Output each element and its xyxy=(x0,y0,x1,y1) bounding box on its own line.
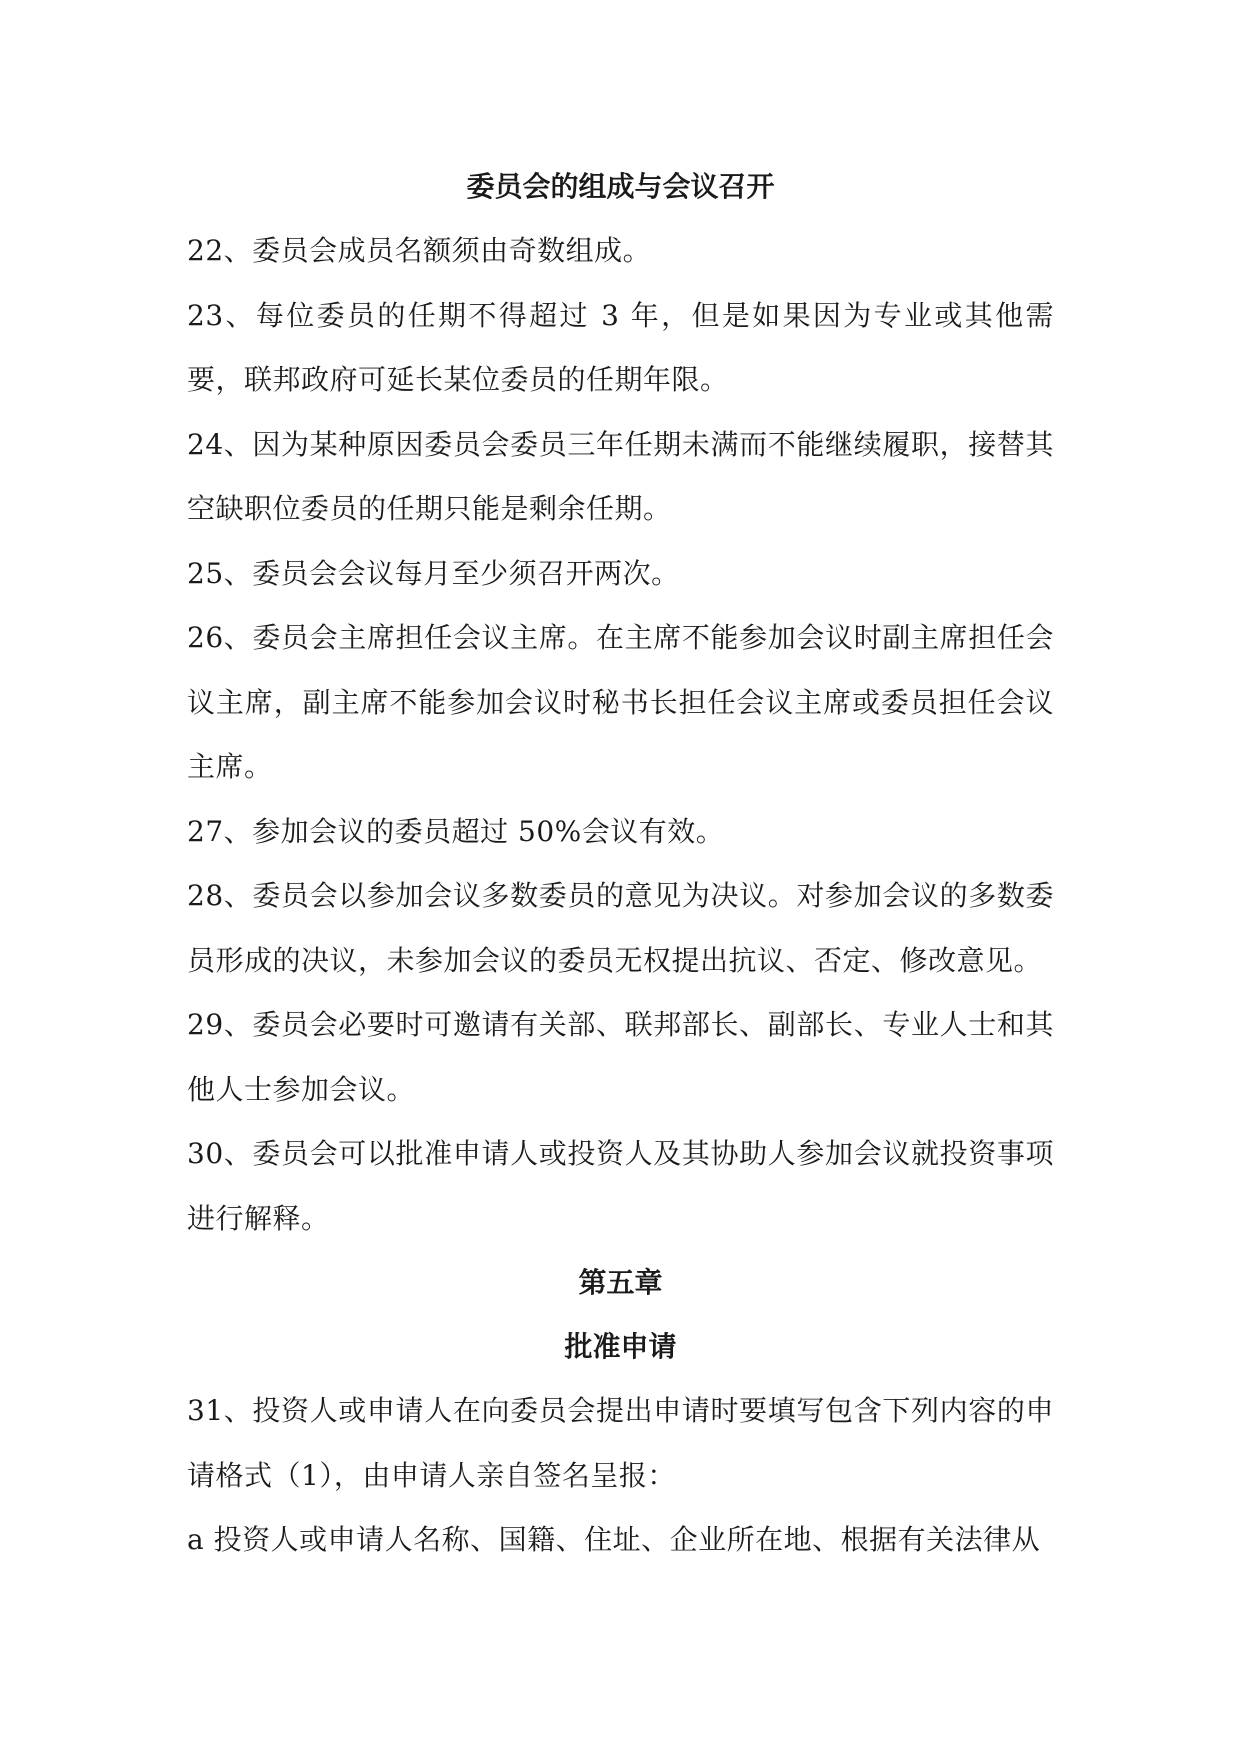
clause-26: 26、委员会主席担任会议主席。在主席不能参加会议时副主席担任会议主席，副主席不能参加会议时秘书长担任会议主席或委员担任会议主席。 xyxy=(187,621,1054,783)
clause-24: 24、因为某种原因委员会委员三年任期未满而不能继续履职，接替其空缺职位委员的任期只能是剩余任期。 xyxy=(187,427,1054,525)
section-title: 委员会的组成与会议召开 xyxy=(466,170,775,203)
document-page xyxy=(187,155,1054,1573)
clause-22: 22、委员会成员名额须由奇数组成。 xyxy=(187,234,652,267)
clause-30: 30、委员会可以批准申请人或投资人及其协助人参加会议就投资事项进行解释。 xyxy=(187,1137,1054,1235)
clause-31-item-a: a 投资人或申请人名称、国籍、住址、企业所在地、根据有关法律从 xyxy=(187,1523,1041,1556)
clause-27: 27、参加会议的委员超过 50%会议有效。 xyxy=(187,814,725,848)
clause-31: 31、投资人或申请人在向委员会提出申请时要填写包含下列内容的申请格式（1），由申请人亲自签名呈报： xyxy=(187,1394,1054,1492)
chapter-number: 第五章 xyxy=(578,1266,663,1299)
clause-25: 25、委员会会议每月至少须召开两次。 xyxy=(187,556,680,590)
chapter-title: 批准申请 xyxy=(564,1330,677,1363)
clause-23: 23、每位委员的任期不得超过 3 年，但是如果因为专业或其他需要，联邦政府可延长某位委员的任期年限。 xyxy=(187,298,1054,396)
clause-28: 28、委员会以参加会议多数委员的意见为决议。对参加会议的多数委员形成的决议，未参加会议的委员无权提出抗议、否定、修改意见。 xyxy=(187,879,1054,977)
clause-29: 29、委员会必要时可邀请有关部、联邦部长、副部长、专业人士和其他人士参加会议。 xyxy=(187,1008,1054,1106)
